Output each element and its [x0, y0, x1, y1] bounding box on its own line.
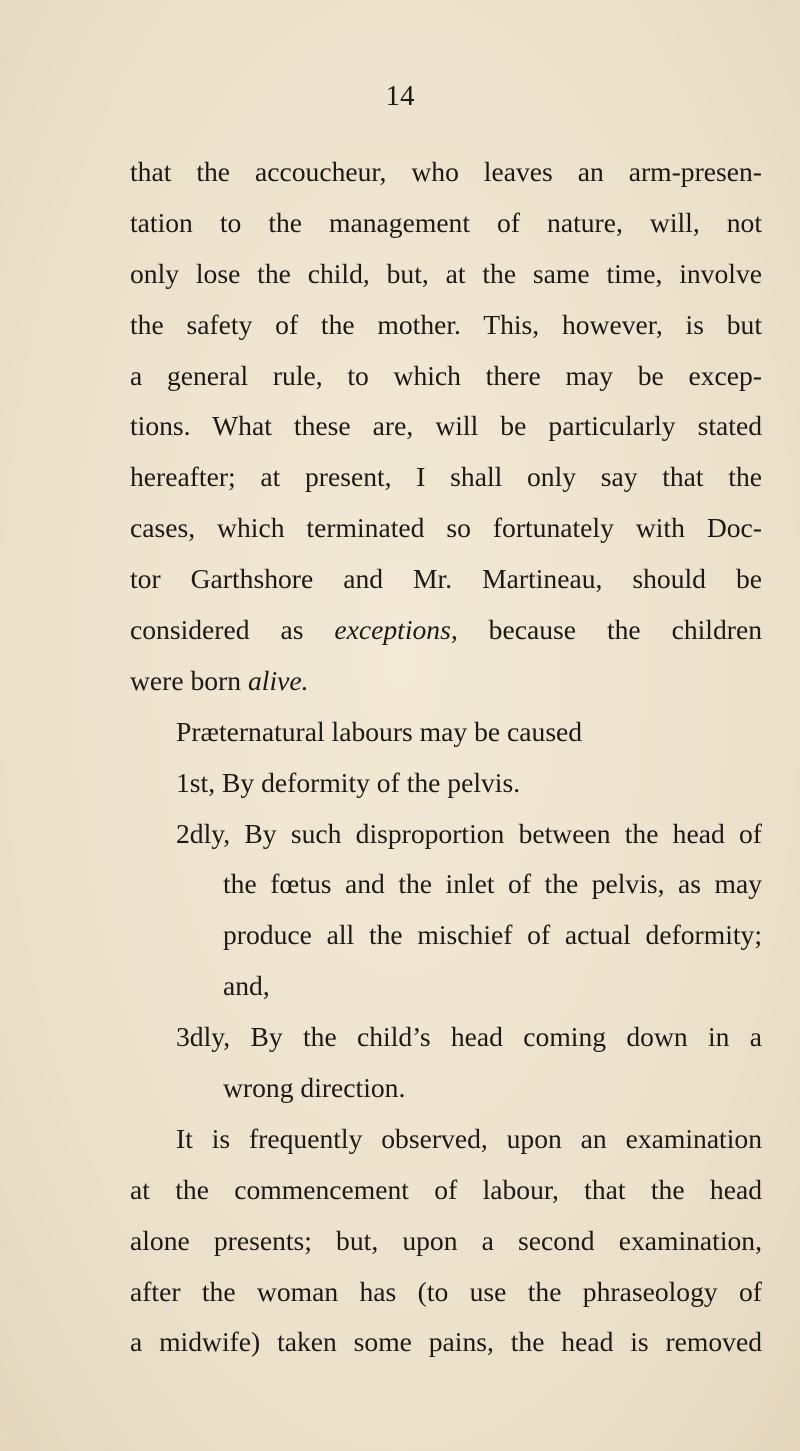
list-item-2-continued: [130, 859, 762, 1012]
text-line: tor Garthshore and Mr. Martineau, should be: [130, 563, 762, 595]
list-item-1: [130, 758, 762, 809]
paragraph-examination: [130, 1114, 762, 1368]
text-line: alone presents; but, upon a second examination,: [130, 1224, 762, 1256]
page-number: 14: [385, 80, 415, 112]
text-line: hereafter; at present, I shall only say that the: [130, 461, 762, 493]
text-line: a general rule, to which there may be excep-: [130, 359, 762, 391]
body-text: [130, 147, 762, 1368]
list-item-3: [130, 1012, 762, 1063]
paragraph-praeternatural: [130, 707, 762, 758]
paragraph-arm-presentation: [130, 147, 762, 707]
text-line: Præternatural labours may be caused: [176, 715, 583, 747]
text-line: [130, 605, 762, 656]
text-line: the safety of the mother. This, however, is but: [130, 308, 762, 340]
text-line: that the accoucheur, who leaves an arm-presen-: [130, 156, 762, 187]
text-run: considered as: [130, 614, 335, 646]
italic-alive: alive.: [248, 664, 309, 696]
text-line: at the commencement of labour, that the head: [130, 1173, 762, 1205]
list-item-2: [130, 809, 762, 860]
text-line: the fœtus and the inlet of the pelvis, as may: [223, 868, 762, 900]
text-line: a midwife) taken some pains, the head is removed: [130, 1326, 762, 1358]
text-line: 1st, By deformity of the pelvis.: [176, 766, 521, 798]
text-line: wrong direction.: [223, 1072, 406, 1104]
text-line: tions. What these are, will be particularly stated: [130, 410, 762, 442]
text-line: after the woman has (to use the phraseology of: [130, 1275, 762, 1307]
text-line: only lose the child, but, at the same time, involve: [130, 257, 762, 289]
text-run: because the children: [457, 614, 762, 646]
text-line: and,: [223, 970, 270, 1002]
text-line: 2dly, By such disproportion between the head of: [176, 817, 762, 849]
text-line: [130, 656, 762, 707]
text-line: 3dly, By the child’s head coming down in a: [176, 1021, 762, 1053]
list-item-3-continued: [130, 1063, 762, 1114]
text-line: It is frequently observed, upon an examination: [176, 1122, 762, 1154]
text-run: were born: [130, 664, 248, 696]
text-line: produce all the mischief of actual deformity;: [223, 919, 762, 951]
text-line: tation to the management of nature, will, not: [130, 206, 762, 238]
italic-exceptions: exceptions,: [334, 614, 458, 646]
text-line: cases, which terminated so fortunately with Doc-: [130, 512, 762, 544]
